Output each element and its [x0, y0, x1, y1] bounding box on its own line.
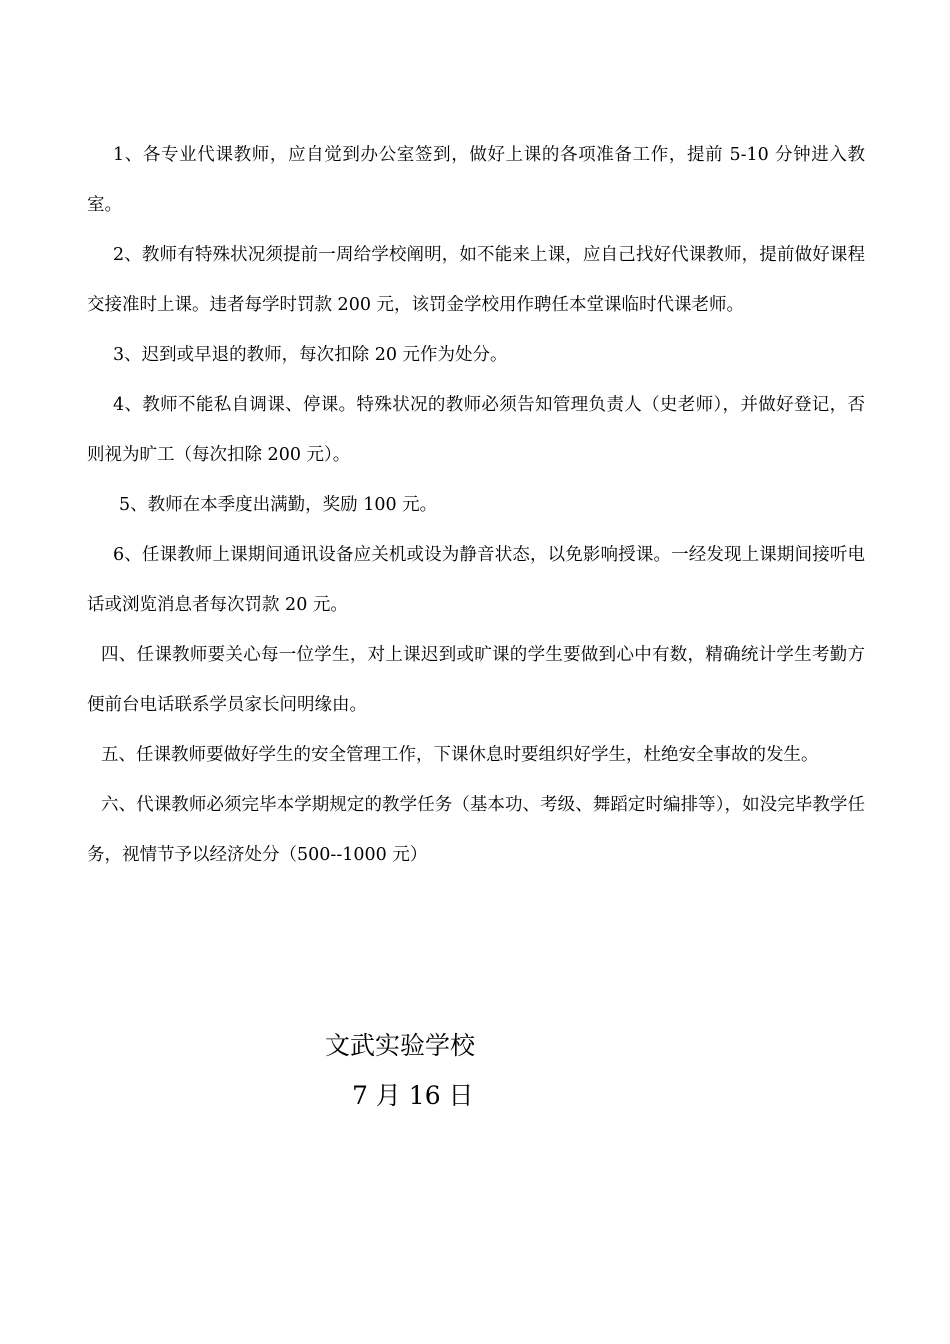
rule-paragraph-5: 5、教师在本季度出满勤，奖励 100 元。: [119, 495, 438, 515]
rule-paragraph-1: 1、各专业代课教师，应自觉到办公室签到，做好上课的各项准备工作，提前 5-10 分钟进入教室。: [87, 145, 865, 215]
section-paragraph-six: 六、代课教师必须完毕本学期规定的教学任务（基本功、考级、舞蹈定时编排等），如没完毕教学任务，视情节予以经济处分（500--1000 元）: [87, 795, 865, 865]
rule-paragraph-3: 3、迟到或早退的教师，每次扣除 20 元作为处分。: [113, 345, 508, 365]
school-name: 文武实验学校: [325, 1031, 476, 1060]
rules-body: [87, 130, 865, 880]
rule-paragraph-4: 4、教师不能私自调课、停课。特殊状况的教师必须告知管理负责人（史老师），并做好登记，否则视为旷工（每次扣除 200 元）。: [87, 395, 865, 465]
section-paragraph-five: 五、任课教师要做好学生的安全管理工作，下课休息时要组织好学生，杜绝安全事故的发生。: [101, 745, 819, 765]
rule-paragraph-2: 2、教师有特殊状况须提前一周给学校阐明，如不能来上课，应自己找好代课教师，提前做好课程交接准时上课。违者每学时罚款 200 元，该罚金学校用作聘任本堂课临时代课老师。: [87, 245, 865, 315]
rule-paragraph-6: 6、任课教师上课期间通讯设备应关机或设为静音状态，以免影响授课。一经发现上课期间接听电话或浏览消息者每次罚款 20 元。: [87, 545, 865, 615]
signature-date: 7 月 16 日: [352, 1081, 474, 1110]
section-paragraph-four: 四、任课教师要关心每一位学生，对上课迟到或旷课的学生要做到心中有数，精确统计学生考勤方便前台电话联系学员家长问明缘由。: [87, 645, 865, 715]
